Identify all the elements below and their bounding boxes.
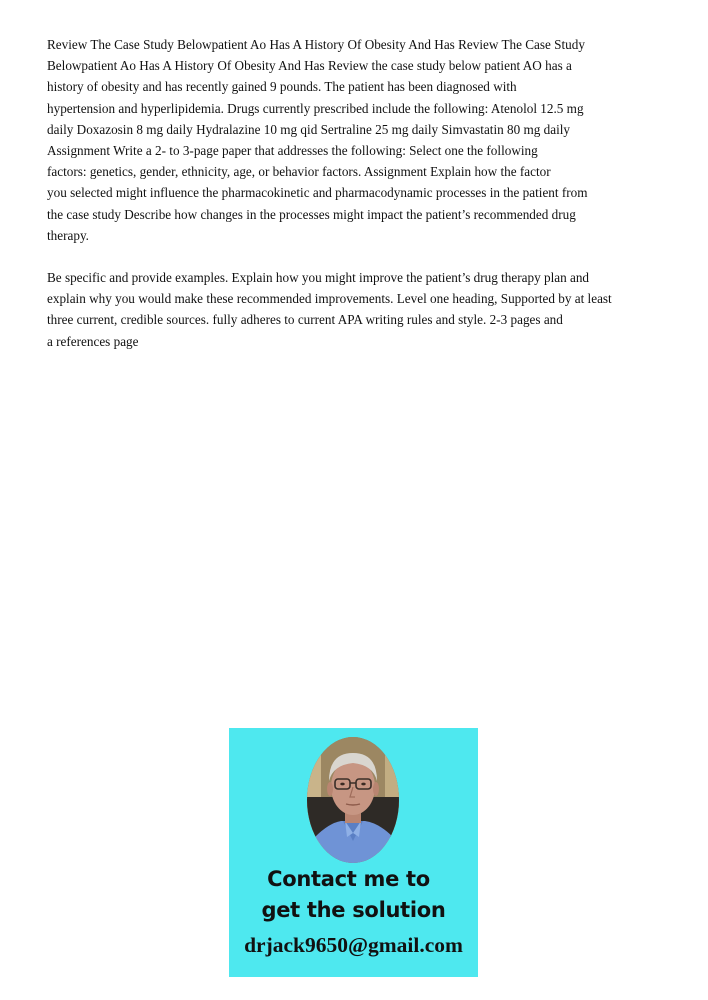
- text-line: factors: genetics, gender, ethnicity, age, or behavior factors. Assignment Explain how the factor: [47, 164, 551, 180]
- text-line: history of obesity and has recently gained 9 pounds. The patient has been diagnosed with: [47, 79, 517, 95]
- text-line: you selected might influence the pharmacokinetic and pharmacodynamic processes in the patient from: [47, 185, 588, 201]
- promo-headline-line-2: get the solution: [261, 898, 446, 922]
- text-line: the case study Describe how changes in the processes might impact the patient’s recommended drug: [47, 206, 576, 222]
- promo-headline-line-1: Contact me to: [267, 867, 430, 891]
- text-line: hypertension and hyperlipidemia. Drugs currently prescribed include the following: Atenolol 12.5 mg: [47, 100, 584, 116]
- document-body: [47, 34, 667, 352]
- text-line: daily Doxazosin 8 mg daily Hydralazine 10 mg qid Sertraline 25 mg daily Simvastatin 80 mg daily: [47, 121, 571, 137]
- text-line: therapy.: [47, 227, 89, 243]
- contact-email-link[interactable]: drjack9650@gmail.com: [244, 933, 463, 957]
- paragraph-spacer: [47, 246, 667, 267]
- paragraph-case-study: [47, 34, 667, 246]
- contact-promo-banner: [229, 728, 478, 977]
- person-portrait-icon: [307, 737, 399, 863]
- text-line: explain why you would make these recommended improvements. Level one heading, Supported by at least: [47, 291, 612, 307]
- text-line: Be specific and provide examples. Explain how you might improve the patient’s drug therapy plan and: [47, 270, 590, 286]
- text-line: a references page: [47, 333, 139, 349]
- text-line: three current, credible sources. fully adheres to current APA writing rules and style. 2-3 pages and: [47, 312, 563, 328]
- text-line: Assignment Write a 2- to 3-page paper that addresses the following: Select one the following: [47, 143, 538, 159]
- paragraph-requirements: [47, 267, 667, 352]
- text-line: Belowpatient Ao Has A History Of Obesity And Has Review the case study below patient AO has a: [47, 58, 572, 74]
- text-line: Review The Case Study Belowpatient Ao Has A History Of Obesity And Has Review The Case Study: [47, 37, 585, 52]
